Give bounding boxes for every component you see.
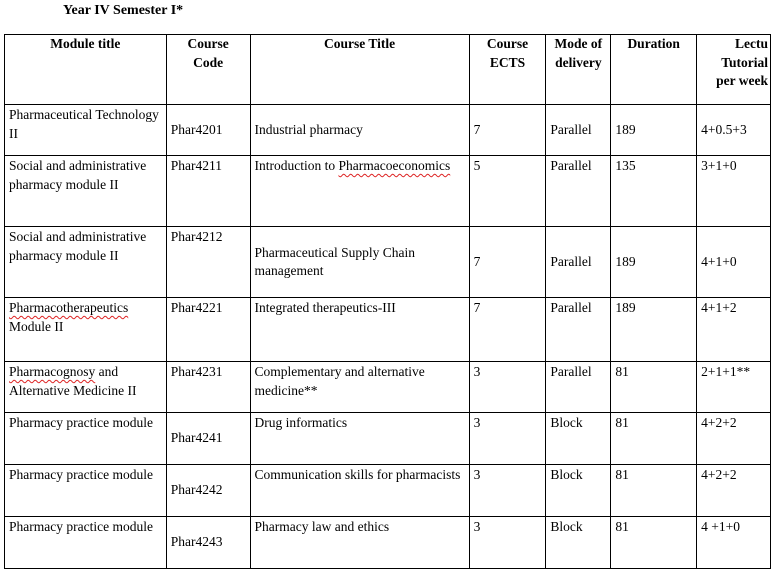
mode-cell: Block	[546, 465, 611, 517]
table-row	[5, 362, 771, 413]
lecture-cell: 4+0.5+3	[697, 105, 771, 156]
column-header-mode: Mode of delivery	[546, 35, 611, 105]
ects-cell: 7	[469, 298, 546, 362]
lecture-cell: 3+1+0	[697, 156, 771, 227]
column-header-ects: Course ECTS	[469, 35, 546, 105]
duration-cell: 81	[611, 517, 697, 569]
ects-cell: 3	[469, 413, 546, 465]
module-cell: Social and administrative pharmacy module II	[5, 227, 167, 298]
title-cell: Industrial pharmacy	[250, 105, 469, 156]
code-cell: Phar4242	[166, 465, 250, 517]
lecture-cell: 4+2+2	[697, 465, 771, 517]
mode-cell: Parallel	[546, 156, 611, 227]
mode-cell: Parallel	[546, 227, 611, 298]
duration-cell: 189	[611, 298, 697, 362]
duration-cell: 81	[611, 413, 697, 465]
lecture-cell: 2+1+1**	[697, 362, 771, 413]
mode-cell: Parallel	[546, 362, 611, 413]
ects-cell: 3	[469, 465, 546, 517]
title-cell: Communication skills for pharmacists	[250, 465, 469, 517]
course-table	[4, 34, 771, 569]
duration-cell: 135	[611, 156, 697, 227]
title-cell: Pharmaceutical Supply Chain management	[250, 227, 469, 298]
lecture-cell: 4 +1+0	[697, 517, 771, 569]
module-cell: Pharmaceutical Technology II	[5, 105, 167, 156]
duration-cell: 81	[611, 465, 697, 517]
table-row	[5, 105, 771, 156]
ects-cell: 7	[469, 105, 546, 156]
ects-cell: 3	[469, 362, 546, 413]
table-row	[5, 227, 771, 298]
column-header-title: Course Title	[250, 35, 469, 105]
duration-cell: 189	[611, 227, 697, 298]
table-row	[5, 298, 771, 362]
column-header-module: Module title	[5, 35, 167, 105]
code-cell: Phar4212	[166, 227, 250, 298]
column-header-lecture: Lectu Tutorial per week	[697, 35, 771, 105]
title-cell: Integrated therapeutics-III	[250, 298, 469, 362]
column-header-duration: Duration	[611, 35, 697, 105]
page-heading: Year IV Semester I*	[63, 3, 184, 18]
module-cell: Social and administrative pharmacy module II	[5, 156, 167, 227]
table-row	[5, 156, 771, 227]
module-cell: Pharmacy practice module	[5, 465, 167, 517]
title-cell: Introduction to Pharmacoeconomics	[250, 156, 469, 227]
lecture-cell: 4+1+0	[697, 227, 771, 298]
table-row	[5, 465, 771, 517]
code-cell: Phar4241	[166, 413, 250, 465]
title-cell: Complementary and alternative medicine**	[250, 362, 469, 413]
mode-cell: Block	[546, 413, 611, 465]
code-cell: Phar4243	[166, 517, 250, 569]
module-cell: Pharmacognosy and Alternative Medicine II	[5, 362, 167, 413]
mode-cell: Parallel	[546, 105, 611, 156]
code-cell: Phar4221	[166, 298, 250, 362]
mode-cell: Parallel	[546, 298, 611, 362]
lecture-cell: 4+2+2	[697, 413, 771, 465]
table-header-row	[5, 35, 771, 105]
lecture-cell: 4+1+2	[697, 298, 771, 362]
table-row	[5, 517, 771, 569]
module-cell: Pharmacy practice module	[5, 413, 167, 465]
duration-cell: 189	[611, 105, 697, 156]
title-cell: Drug informatics	[250, 413, 469, 465]
module-cell: Pharmacotherapeutics Module II	[5, 298, 167, 362]
duration-cell: 81	[611, 362, 697, 413]
code-cell: Phar4211	[166, 156, 250, 227]
ects-cell: 5	[469, 156, 546, 227]
module-cell: Pharmacy practice module	[5, 517, 167, 569]
mode-cell: Block	[546, 517, 611, 569]
column-header-code: Course Code	[166, 35, 250, 105]
ects-cell: 3	[469, 517, 546, 569]
title-cell: Pharmacy law and ethics	[250, 517, 469, 569]
code-cell: Phar4231	[166, 362, 250, 413]
code-cell: Phar4201	[166, 105, 250, 156]
ects-cell: 7	[469, 227, 546, 298]
table-row	[5, 413, 771, 465]
